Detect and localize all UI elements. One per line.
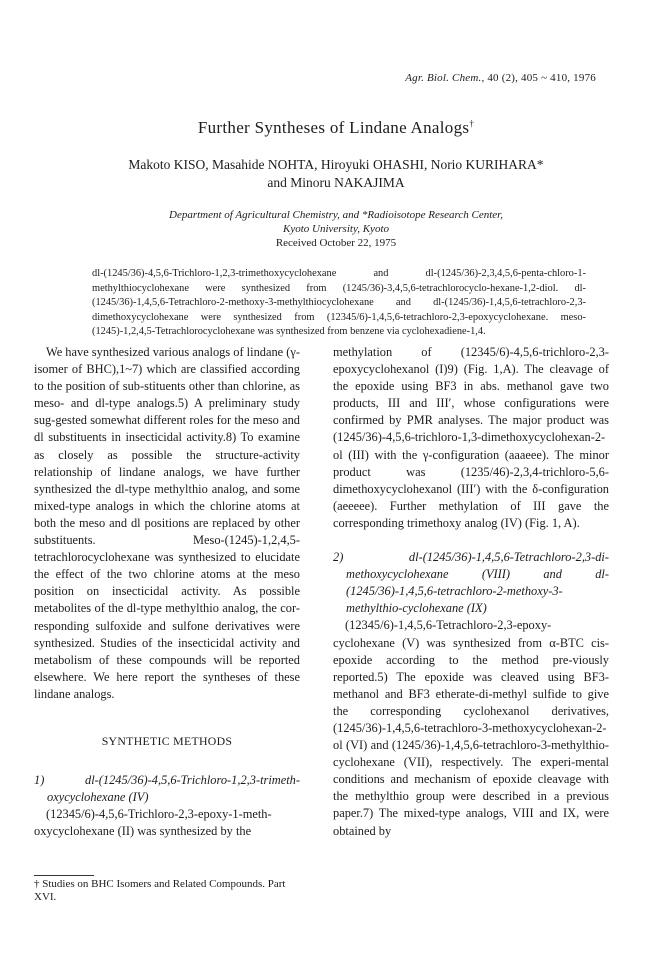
title-text: Further Syntheses of Lindane Analogs bbox=[197, 118, 470, 137]
paper-title bbox=[0, 118, 672, 138]
author-line-1: Makoto KISO, Masahide NOHTA, Hiroyuki OHASHI, Norio KURIHARA* bbox=[128, 157, 544, 172]
subsection-2-text: 2) dl-(1245/36)-1,4,5,6-Tetrachloro-2,3-di-methoxycyclohexane (VIII) and dl-(1245/36)-1,4,5,6-tetrachloro-2-methoxy-3-methylthio-cyclohexane (IX) bbox=[333, 550, 609, 616]
left-column bbox=[34, 344, 300, 840]
method-1-continued: methylation of (12345/6)-4,5,6-trichloro-2,3-epoxycyclohexanol (I)9) (Fig. 1,A). The cleavage of the epoxide using BF3 in abs. methanol gave two products, III and III′, whose configurations were confirmed by PMR analyses. The major product was (1245/36)-4,5,6-trichloro-1,3-dimethoxycyclohexan-2-ol (III) with the γ-configuration (aaaeee). The minor product was (1235/46)-2,3,4-trichloro-5,6-dimethoxycyclohexanol (III′) with the δ-configuration (aeeeee). Further methylation of III gave the corresponding trimethoxy analog (IV) (Fig. 1, A). bbox=[333, 345, 609, 530]
abstract bbox=[92, 267, 586, 340]
received-date: Received October 22, 1975 bbox=[275, 237, 397, 249]
right-column bbox=[333, 344, 609, 840]
intro-paragraph: We have synthesized various analogs of lindane (γ-isomer of BHC),1~7) which are classified according to the position of sub-stituents other than chlorine, as meso- and dl-type analogs.5) A preliminary study sug-gested somewhat different roles for the meso and dl substituents in insecticidal activity.8) To examine as closely as possible the structure-activity relationship of lindane analogs, we have further synthesized the dl-type methylthio analog, and some mixed-type analogs in which the chlorine atoms at both the meso and dl positions are replaced by other substituents. Meso-(1245)-1,2,4,5-tetrachlorocyclohexane was synthesized to elucidate the effect of the two chlorine atoms at the meso position on insecticidal activity. As possible metabolites of the dl-type methylthio analog, the cor-responding sulfoxide and sulfone derivatives were synthesized. Studies of the insecticidal activity and metabolism of these compounds will be reported elsewhere. We here report the syntheses of these lindane analogs. bbox=[34, 345, 300, 701]
footnote-rule bbox=[34, 875, 94, 876]
footnote: † Studies on BHC Isomers and Related Compounds. Part XVI. bbox=[34, 878, 286, 903]
journal-volume: 40 (2), 405 ~ 410, 1976 bbox=[487, 72, 596, 84]
paragraph-gap bbox=[333, 532, 609, 549]
subsection-1-title bbox=[34, 772, 300, 806]
subsection-1-text: 1) dl-(1245/36)-4,5,6-Trichloro-1,2,3-trimeth-oxycyclohexane (IV) bbox=[34, 773, 300, 805]
author-line-2: and Minoru NAKAJIMA bbox=[267, 175, 405, 190]
department: Department of Agricultural Chemistry, and *Radioisotope Research Center, bbox=[169, 209, 503, 221]
journal-citation bbox=[405, 72, 596, 84]
journal-name: Agr. Biol. Chem., bbox=[405, 72, 485, 84]
author-list bbox=[0, 156, 672, 192]
subsection-2-body: (12345/6)-1,4,5,6-Tetrachloro-2,3-epoxy-cyclohexane (V) was synthesized from α-BTC cis-epoxide according to the method pre-viously reported.5) The epoxide was cleaved using BF3-methanol and BF3 etherate-di-methyl sulfide to give the corresponding cyclohexanol derivatives, (1245/36)-1,4,5,6-tetrachloro-3-methoxycyclohexan-2-ol (VI) and (1245/36)-1,4,5,6-tetrachloro-3-methylthio-cyclohexane (VII), respectively. The experi-mental conditions and mechanism of epoxide cleavage with the methylthio group were described in a previous paper.7) The mixed-type analogs, VIII and IX, were obtained by bbox=[333, 618, 609, 838]
subsection-1-body: (12345/6)-4,5,6-Trichloro-2,3-epoxy-1-meth-oxycyclohexane (II) was synthesized by the bbox=[34, 807, 272, 839]
subsection-2-title bbox=[333, 549, 609, 617]
section-heading: SYNTHETIC METHODS bbox=[101, 733, 233, 748]
affiliation bbox=[0, 208, 672, 250]
university: Kyoto University, Kyoto bbox=[282, 223, 389, 235]
title-footnote-mark: † bbox=[469, 118, 475, 129]
abstract-text: dl-(1245/36)-4,5,6-Trichloro-1,2,3-trimethoxycyclohexane and dl-(1245/36)-2,3,4,5,6-penta-chloro-1-methylthiocyclohexane were synthesized from (1245/36)-3,4,5,6-tetrachlorocyclo-hexane-1,2-diol. dl-(1245/36)-1,4,5,6-Tetrachloro-2-methoxy-3-methylthiocyclohexane and dl-(1245/36)-1,4,5,6-tetrachloro-2,3-dimethoxycyclohexane were synthesized from (12345/6)-1,4,5,6-tetrachloro-2,3-epoxycyclohexane. meso-(1245)-1,2,4,5-Tetrachlorocyclohexane was synthesized from benzene via cyclohexadiene-1,4. bbox=[92, 268, 586, 338]
